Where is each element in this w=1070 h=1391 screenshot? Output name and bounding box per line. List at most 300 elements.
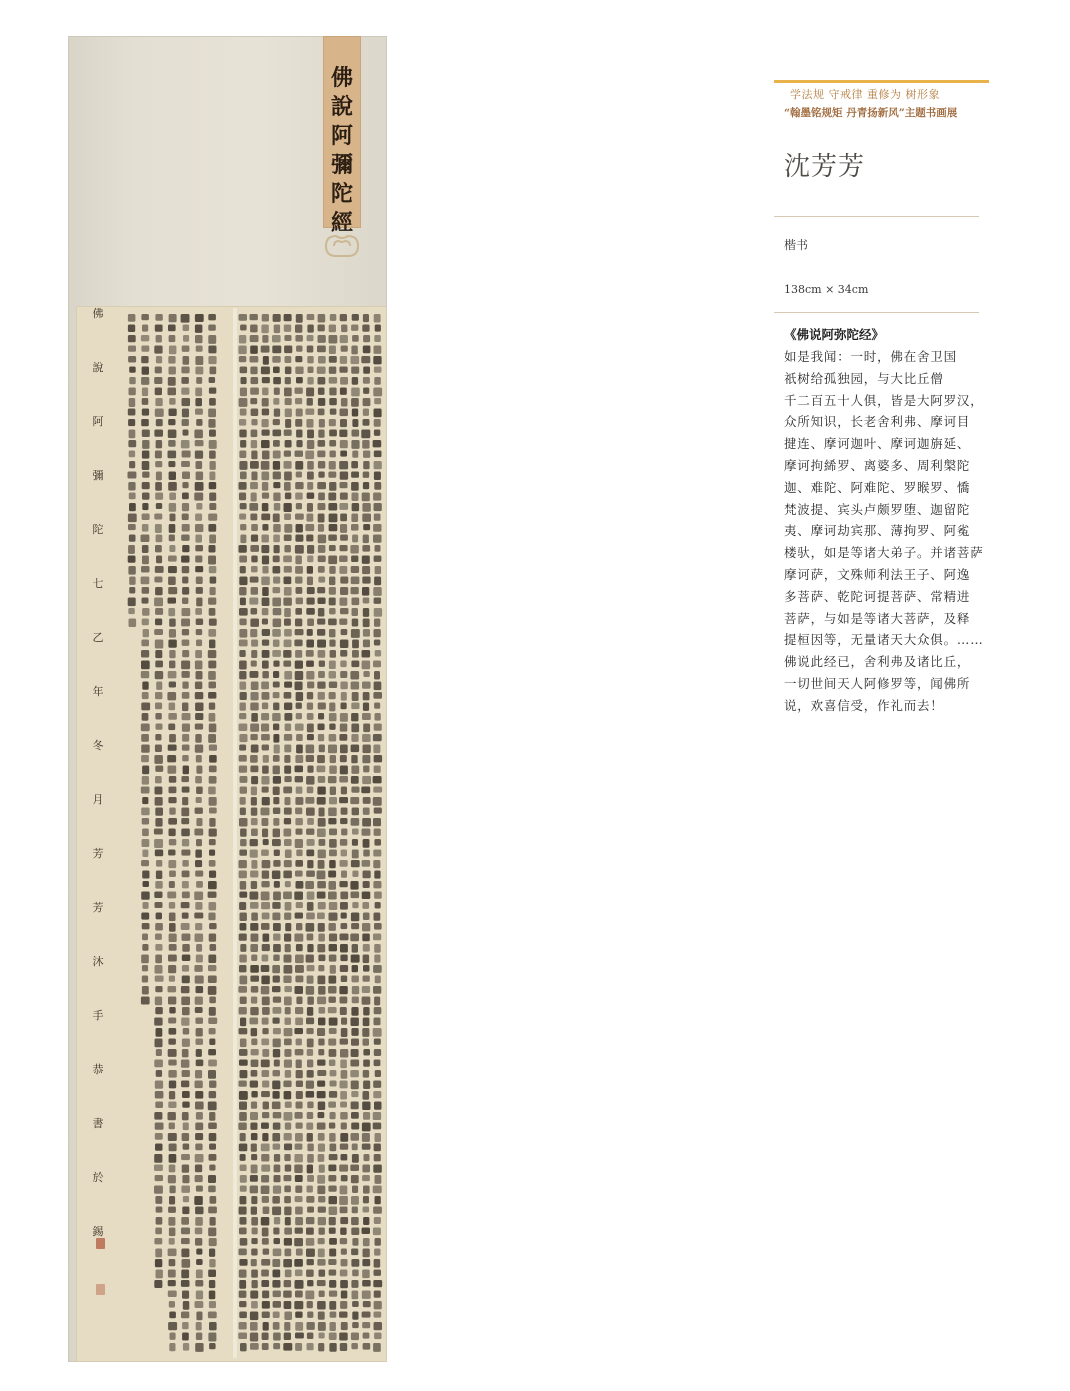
calligraphy-char-mark xyxy=(307,713,314,720)
calligraphy-char-mark xyxy=(319,661,325,667)
calligraphy-char-mark xyxy=(329,1270,337,1276)
calligraphy-char-mark xyxy=(196,377,202,384)
calligraphy-char-mark xyxy=(208,325,216,331)
calligraphy-char-mark xyxy=(239,902,246,910)
calligraphy-char-mark xyxy=(182,1291,189,1299)
calligraphy-char-mark xyxy=(352,619,359,627)
calligraphy-char-mark xyxy=(182,1259,191,1268)
calligraphy-char-mark xyxy=(196,598,202,607)
calligraphy-char-mark xyxy=(142,503,148,510)
calligraphy-char-mark xyxy=(307,1165,313,1174)
calligraphy-char-mark xyxy=(272,1196,280,1204)
calligraphy-char-mark xyxy=(141,335,149,341)
calligraphy-char-mark xyxy=(181,440,190,448)
calligraphy-char-mark xyxy=(296,409,303,417)
calligraphy-char-mark xyxy=(328,871,336,878)
work-text-line: 如是我闻：一时，佛在舍卫国 xyxy=(784,349,957,364)
calligraphy-char-mark xyxy=(340,965,348,972)
calligraphy-char-mark xyxy=(273,587,281,593)
calligraphy-char-mark xyxy=(329,1217,336,1225)
calligraphy-char-mark xyxy=(251,1249,257,1256)
calligraphy-char-mark xyxy=(250,629,257,637)
calligraphy-char-mark xyxy=(295,1018,303,1026)
calligraphy-char-mark xyxy=(239,587,246,595)
calligraphy-char-mark xyxy=(307,1154,314,1163)
calligraphy-char-mark xyxy=(240,913,247,922)
calligraphy-char-mark xyxy=(240,524,246,530)
calligraphy-char-mark xyxy=(318,1217,326,1225)
calligraphy-char-mark xyxy=(295,965,304,973)
calligraphy-char-mark xyxy=(284,1049,291,1057)
calligraphy-char-mark xyxy=(261,682,269,690)
calligraphy-char-mark xyxy=(272,1081,280,1090)
calligraphy-char-mark xyxy=(362,934,370,942)
signature-char: 於 xyxy=(92,1171,104,1184)
calligraphy-char-mark xyxy=(273,818,279,826)
calligraphy-char-mark xyxy=(351,1343,358,1349)
calligraphy-char-mark xyxy=(240,1175,247,1183)
calligraphy-char-mark xyxy=(295,514,304,520)
calligraphy-char-mark xyxy=(169,1312,176,1319)
calligraphy-char-mark xyxy=(317,682,325,689)
calligraphy-char-mark xyxy=(352,692,359,701)
calligraphy-char-mark xyxy=(351,440,359,449)
calligraphy-char-mark xyxy=(307,472,314,480)
calligraphy-char-mark xyxy=(373,1028,382,1037)
calligraphy-char-mark xyxy=(363,377,370,384)
calligraphy-char-mark xyxy=(261,923,270,930)
calligraphy-char-mark xyxy=(340,514,347,522)
calligraphy-char-mark xyxy=(285,367,292,375)
calligraphy-char-mark xyxy=(196,346,203,352)
calligraphy-char-mark xyxy=(329,1049,337,1057)
calligraphy-char-mark xyxy=(182,682,188,689)
calligraphy-char-mark xyxy=(169,787,177,794)
calligraphy-char-mark xyxy=(285,1123,291,1130)
calligraphy-char-mark xyxy=(209,871,216,878)
calligraphy-char-mark xyxy=(249,598,258,605)
calligraphy-char-mark xyxy=(239,661,247,670)
calligraphy-char-mark xyxy=(272,902,280,909)
calligraphy-char-mark xyxy=(156,472,162,481)
calligraphy-char-mark xyxy=(156,1270,163,1279)
calligraphy-char-mark xyxy=(318,1322,326,1331)
calligraphy-char-mark xyxy=(155,1133,163,1140)
calligraphy-char-mark xyxy=(363,598,370,604)
calligraphy-char-mark xyxy=(317,1060,325,1066)
calligraphy-char-mark xyxy=(141,787,150,794)
calligraphy-char-mark xyxy=(182,1049,189,1057)
calligraphy-char-mark xyxy=(317,1301,326,1310)
calligraphy-char-mark xyxy=(155,703,162,710)
calligraphy-char-mark xyxy=(155,692,162,699)
calligraphy-char-mark xyxy=(240,787,247,794)
calligraphy-char-mark xyxy=(141,955,149,964)
calligraphy-char-mark xyxy=(262,619,268,625)
calligraphy-char-mark xyxy=(182,934,191,941)
calligraphy-char-mark xyxy=(143,881,150,887)
calligraphy-char-mark xyxy=(155,1249,162,1258)
calligraphy-char-mark xyxy=(129,430,136,439)
calligraphy-char-mark xyxy=(318,524,324,532)
calligraphy-char-mark xyxy=(362,1280,371,1287)
calligraphy-char-mark xyxy=(284,1280,292,1287)
calligraphy-char-mark xyxy=(306,850,314,857)
calligraphy-char-mark xyxy=(169,409,177,417)
calligraphy-char-mark xyxy=(208,556,216,565)
calligraphy-char-mark xyxy=(317,629,325,636)
calligraphy-char-mark xyxy=(210,367,217,375)
calligraphy-char-mark xyxy=(340,472,348,480)
calligraphy-char-mark xyxy=(351,923,359,929)
calligraphy-char-mark xyxy=(352,808,359,816)
calligraphy-char-mark xyxy=(318,440,326,447)
calligraphy-char-mark xyxy=(155,808,163,816)
calligraphy-char-mark xyxy=(182,787,190,793)
calligraphy-char-mark xyxy=(284,451,291,457)
calligraphy-char-mark xyxy=(141,997,150,1005)
calligraphy-char-mark xyxy=(262,398,269,407)
calligraphy-char-mark xyxy=(251,829,258,837)
calligraphy-char-mark xyxy=(363,797,371,804)
calligraphy-char-mark xyxy=(196,1322,202,1330)
calligraphy-char-mark xyxy=(262,587,269,596)
work-text-line: 摩诃拘絺罗、离婆多、周利槃陀 xyxy=(784,457,971,473)
calligraphy-char-mark xyxy=(250,398,257,404)
calligraphy-char-mark xyxy=(373,934,381,941)
calligraphy-char-mark xyxy=(374,409,382,418)
calligraphy-char-mark xyxy=(294,934,303,942)
calligraphy-char-mark xyxy=(262,598,270,607)
calligraphy-char-mark xyxy=(262,1081,269,1088)
calligraphy-char-mark xyxy=(181,1081,189,1088)
calligraphy-char-mark xyxy=(154,629,163,635)
calligraphy-char-mark xyxy=(296,377,303,383)
calligraphy-char-mark xyxy=(363,850,370,857)
calligraphy-char-mark xyxy=(273,934,280,941)
calligraphy-char-mark xyxy=(284,587,292,596)
calligraphy-char-mark xyxy=(351,356,360,364)
calligraphy-char-mark xyxy=(261,346,270,353)
calligraphy-char-mark xyxy=(195,703,203,712)
calligraphy-char-mark xyxy=(295,1280,304,1289)
calligraphy-char-mark xyxy=(295,577,302,584)
calligraphy-char-mark xyxy=(295,493,303,500)
calligraphy-char-mark xyxy=(155,850,163,857)
calligraphy-char-mark xyxy=(240,440,246,448)
calligraphy-char-mark xyxy=(340,640,349,649)
calligraphy-char-mark xyxy=(262,1301,270,1309)
calligraphy-char-mark xyxy=(363,1333,370,1339)
calligraphy-char-mark xyxy=(340,577,348,584)
calligraphy-char-mark xyxy=(373,1228,381,1236)
calligraphy-char-mark xyxy=(128,409,136,416)
calligraphy-char-mark xyxy=(261,325,268,334)
calligraphy-char-mark xyxy=(317,1123,326,1130)
calligraphy-char-mark xyxy=(362,1312,371,1318)
calligraphy-char-mark xyxy=(251,409,259,417)
calligraphy-char-mark xyxy=(250,1175,258,1182)
work-text xyxy=(784,346,999,717)
calligraphy-char-mark xyxy=(251,881,257,889)
calligraphy-char-mark xyxy=(318,461,325,469)
calligraphy-char-mark xyxy=(363,1238,370,1246)
calligraphy-char-mark xyxy=(373,356,381,364)
calligraphy-char-mark xyxy=(352,965,358,972)
calligraphy-char-mark xyxy=(318,1343,324,1351)
calligraphy-char-mark xyxy=(284,1039,292,1046)
calligraphy-char-mark xyxy=(239,608,248,616)
calligraphy-char-mark xyxy=(351,1028,358,1036)
calligraphy-char-mark xyxy=(154,892,162,899)
calligraphy-char-mark xyxy=(352,419,358,427)
calligraphy-char-mark xyxy=(318,566,325,573)
calligraphy-char-mark xyxy=(209,1165,215,1171)
calligraphy-char-mark xyxy=(142,367,149,375)
calligraphy-char-mark xyxy=(239,629,247,638)
calligraphy-char-mark xyxy=(155,314,162,321)
calligraphy-char-mark xyxy=(155,1081,163,1089)
calligraphy-char-mark xyxy=(208,892,217,898)
calligraphy-char-mark xyxy=(273,1070,281,1076)
calligraphy-char-mark xyxy=(182,976,190,984)
calligraphy-char-mark xyxy=(295,335,303,342)
calligraphy-char-mark xyxy=(374,1301,382,1309)
calligraphy-char-mark xyxy=(340,377,348,385)
calligraphy-char-mark xyxy=(209,860,216,867)
calligraphy-char-mark xyxy=(374,577,381,586)
calligraphy-char-mark xyxy=(261,808,270,816)
calligraphy-char-mark xyxy=(209,430,216,437)
calligraphy-char-mark xyxy=(141,703,150,711)
calligraphy-char-mark xyxy=(239,1322,247,1330)
calligraphy-char-mark xyxy=(169,545,175,552)
calligraphy-char-mark xyxy=(208,1207,217,1214)
calligraphy-char-mark xyxy=(284,671,292,680)
calligraphy-char-mark xyxy=(143,629,149,637)
calligraphy-char-mark xyxy=(209,682,217,689)
calligraphy-char-mark xyxy=(262,314,269,322)
calligraphy-char-mark xyxy=(208,661,216,669)
calligraphy-char-mark xyxy=(250,346,258,354)
calligraphy-char-mark xyxy=(239,965,247,972)
calligraphy-char-mark xyxy=(240,1196,247,1204)
calligraphy-char-mark xyxy=(261,461,270,470)
calligraphy-char-mark xyxy=(239,850,247,856)
calligraphy-char-mark xyxy=(284,1312,292,1321)
calligraphy-char-mark xyxy=(374,703,380,709)
calligraphy-char-mark xyxy=(208,787,216,795)
calligraphy-char-mark xyxy=(142,871,149,879)
calligraphy-char-mark xyxy=(363,692,370,700)
calligraphy-char-mark xyxy=(239,1228,247,1235)
calligraphy-char-mark xyxy=(284,1238,292,1246)
calligraphy-char-mark xyxy=(195,1133,203,1140)
calligraphy-char-mark xyxy=(168,430,177,439)
calligraphy-char-mark xyxy=(308,367,314,374)
calligraphy-char-mark xyxy=(209,1028,216,1034)
calligraphy-char-mark xyxy=(209,776,217,784)
calligraphy-char-mark xyxy=(273,892,281,901)
calligraphy-char-mark xyxy=(156,1028,163,1037)
calligraphy-char-mark xyxy=(363,1301,371,1307)
calligraphy-char-mark xyxy=(351,1007,358,1016)
calligraphy-char-mark xyxy=(142,587,150,594)
calligraphy-char-mark xyxy=(272,871,281,880)
calligraphy-char-mark xyxy=(195,650,202,658)
calligraphy-char-mark xyxy=(329,839,337,848)
calligraphy-char-mark xyxy=(363,703,369,711)
calligraphy-char-mark xyxy=(273,955,279,962)
calligraphy-char-mark xyxy=(375,545,381,552)
calligraphy-char-mark xyxy=(351,398,359,407)
calligraphy-char-mark xyxy=(168,850,175,856)
calligraphy-char-mark xyxy=(142,514,150,521)
calligraphy-char-mark xyxy=(284,514,291,521)
calligraphy-char-mark xyxy=(350,881,358,890)
calligraphy-char-mark xyxy=(196,797,202,803)
calligraphy-char-mark xyxy=(306,1249,315,1257)
calligraphy-char-mark xyxy=(374,556,382,562)
calligraphy-char-mark xyxy=(319,1228,325,1235)
calligraphy-char-mark xyxy=(296,1081,303,1088)
calligraphy-char-mark xyxy=(317,892,326,899)
calligraphy-char-mark xyxy=(209,1112,215,1121)
calligraphy-char-mark xyxy=(251,934,259,942)
calligraphy-char-mark xyxy=(285,440,292,448)
calligraphy-char-mark xyxy=(250,703,258,711)
calligraphy-char-mark xyxy=(341,871,347,878)
signature-char: 芳 xyxy=(92,901,104,914)
calligraphy-char-mark xyxy=(208,1175,216,1183)
calligraphy-char-mark xyxy=(329,608,336,614)
calligraphy-char-mark xyxy=(351,629,360,638)
calligraphy-char-mark xyxy=(284,629,292,637)
calligraphy-char-mark xyxy=(208,734,216,743)
calligraphy-char-mark xyxy=(251,377,259,384)
calligraphy-char-mark xyxy=(284,1333,291,1341)
calligraphy-char-mark xyxy=(340,902,348,910)
calligraphy-char-mark xyxy=(195,860,202,867)
calligraphy-char-mark xyxy=(155,1007,163,1014)
calligraphy-char-mark xyxy=(239,734,247,742)
calligraphy-char-mark xyxy=(261,713,269,720)
calligraphy-char-mark xyxy=(373,524,381,532)
calligraphy-char-mark xyxy=(374,335,381,342)
calligraphy-char-mark xyxy=(195,1228,203,1235)
calligraphy-char-mark xyxy=(374,839,381,846)
calligraphy-char-mark xyxy=(317,881,326,888)
calligraphy-char-mark xyxy=(362,682,371,689)
calligraphy-char-mark xyxy=(262,797,270,805)
calligraphy-char-mark xyxy=(240,976,248,985)
calligraphy-char-mark xyxy=(295,986,304,994)
calligraphy-char-mark xyxy=(169,1081,176,1089)
calligraphy-char-mark xyxy=(251,1144,257,1152)
calligraphy-char-mark xyxy=(195,976,204,984)
calligraphy-char-mark xyxy=(352,944,358,953)
calligraphy-char-mark xyxy=(195,808,203,814)
calligraphy-char-mark xyxy=(239,955,246,963)
calligraphy-char-mark xyxy=(273,692,280,698)
calligraphy-char-mark xyxy=(239,713,246,719)
calligraphy-char-mark xyxy=(329,524,338,531)
calligraphy-char-mark xyxy=(273,1049,280,1057)
calligraphy-char-mark xyxy=(209,808,217,814)
calligraphy-char-mark xyxy=(142,766,149,775)
calligraphy-char-mark xyxy=(296,1102,303,1109)
calligraphy-char-mark xyxy=(318,692,325,700)
title-slip-char: 彌 xyxy=(330,152,353,178)
calligraphy-char-mark xyxy=(273,1018,280,1024)
calligraphy-char-mark xyxy=(374,1154,381,1161)
calligraphy-char-mark xyxy=(362,661,371,670)
calligraphy-char-mark xyxy=(306,388,314,397)
calligraphy-char-mark xyxy=(262,388,268,396)
calligraphy-char-mark xyxy=(306,745,315,754)
calligraphy-char-mark xyxy=(296,524,303,533)
calligraphy-char-mark xyxy=(142,524,149,532)
signature-char: 彌 xyxy=(92,469,104,482)
calligraphy-char-mark xyxy=(168,1018,176,1024)
calligraphy-char-mark xyxy=(373,388,382,397)
calligraphy-char-mark xyxy=(251,955,257,962)
calligraphy-char-mark xyxy=(209,923,217,929)
signature-char: 月 xyxy=(92,793,104,806)
calligraphy-char-mark xyxy=(155,545,162,552)
calligraphy-char-mark xyxy=(273,608,282,615)
calligraphy-char-mark xyxy=(169,335,176,342)
calligraphy-char-mark xyxy=(306,1018,314,1025)
calligraphy-char-mark xyxy=(362,566,370,574)
calligraphy-char-mark xyxy=(262,692,270,700)
calligraphy-char-mark xyxy=(209,472,215,481)
calligraphy-char-mark xyxy=(168,566,177,573)
calligraphy-char-mark xyxy=(374,913,381,921)
calligraphy-char-mark xyxy=(375,1238,381,1246)
calligraphy-char-mark xyxy=(318,1196,325,1203)
calligraphy-char-mark xyxy=(296,1070,303,1078)
calligraphy-char-mark xyxy=(328,892,337,900)
calligraphy-char-mark xyxy=(262,1333,269,1341)
calligraphy-char-mark xyxy=(340,892,348,900)
calligraphy-char-mark xyxy=(195,1301,204,1308)
calligraphy-char-mark xyxy=(273,976,280,983)
title-slip-char: 佛 xyxy=(330,65,353,91)
calligraphy-char-mark xyxy=(329,545,336,551)
calligraphy-char-mark xyxy=(142,493,150,500)
calligraphy-char-mark xyxy=(195,545,203,551)
calligraphy-char-mark xyxy=(273,661,279,667)
calligraphy-char-mark xyxy=(261,850,269,856)
calligraphy-char-mark xyxy=(181,1060,190,1068)
calligraphy-char-mark xyxy=(154,1154,162,1163)
calligraphy-char-mark xyxy=(196,1333,202,1341)
calligraphy-char-mark xyxy=(295,535,303,542)
calligraphy-char-mark xyxy=(295,1312,302,1318)
calligraphy-char-mark xyxy=(251,1154,257,1160)
calligraphy-char-mark xyxy=(284,755,290,763)
calligraphy-char-mark xyxy=(305,1291,314,1300)
calligraphy-char-mark xyxy=(363,871,371,879)
calligraphy-char-mark xyxy=(181,1312,189,1319)
calligraphy-char-mark xyxy=(317,1081,325,1087)
calligraphy-char-mark xyxy=(351,524,359,531)
calligraphy-char-mark xyxy=(261,1091,270,1097)
calligraphy-text-panel xyxy=(76,306,387,1362)
calligraphy-style: 楷书 xyxy=(784,238,809,252)
calligraphy-char-mark xyxy=(307,577,313,586)
